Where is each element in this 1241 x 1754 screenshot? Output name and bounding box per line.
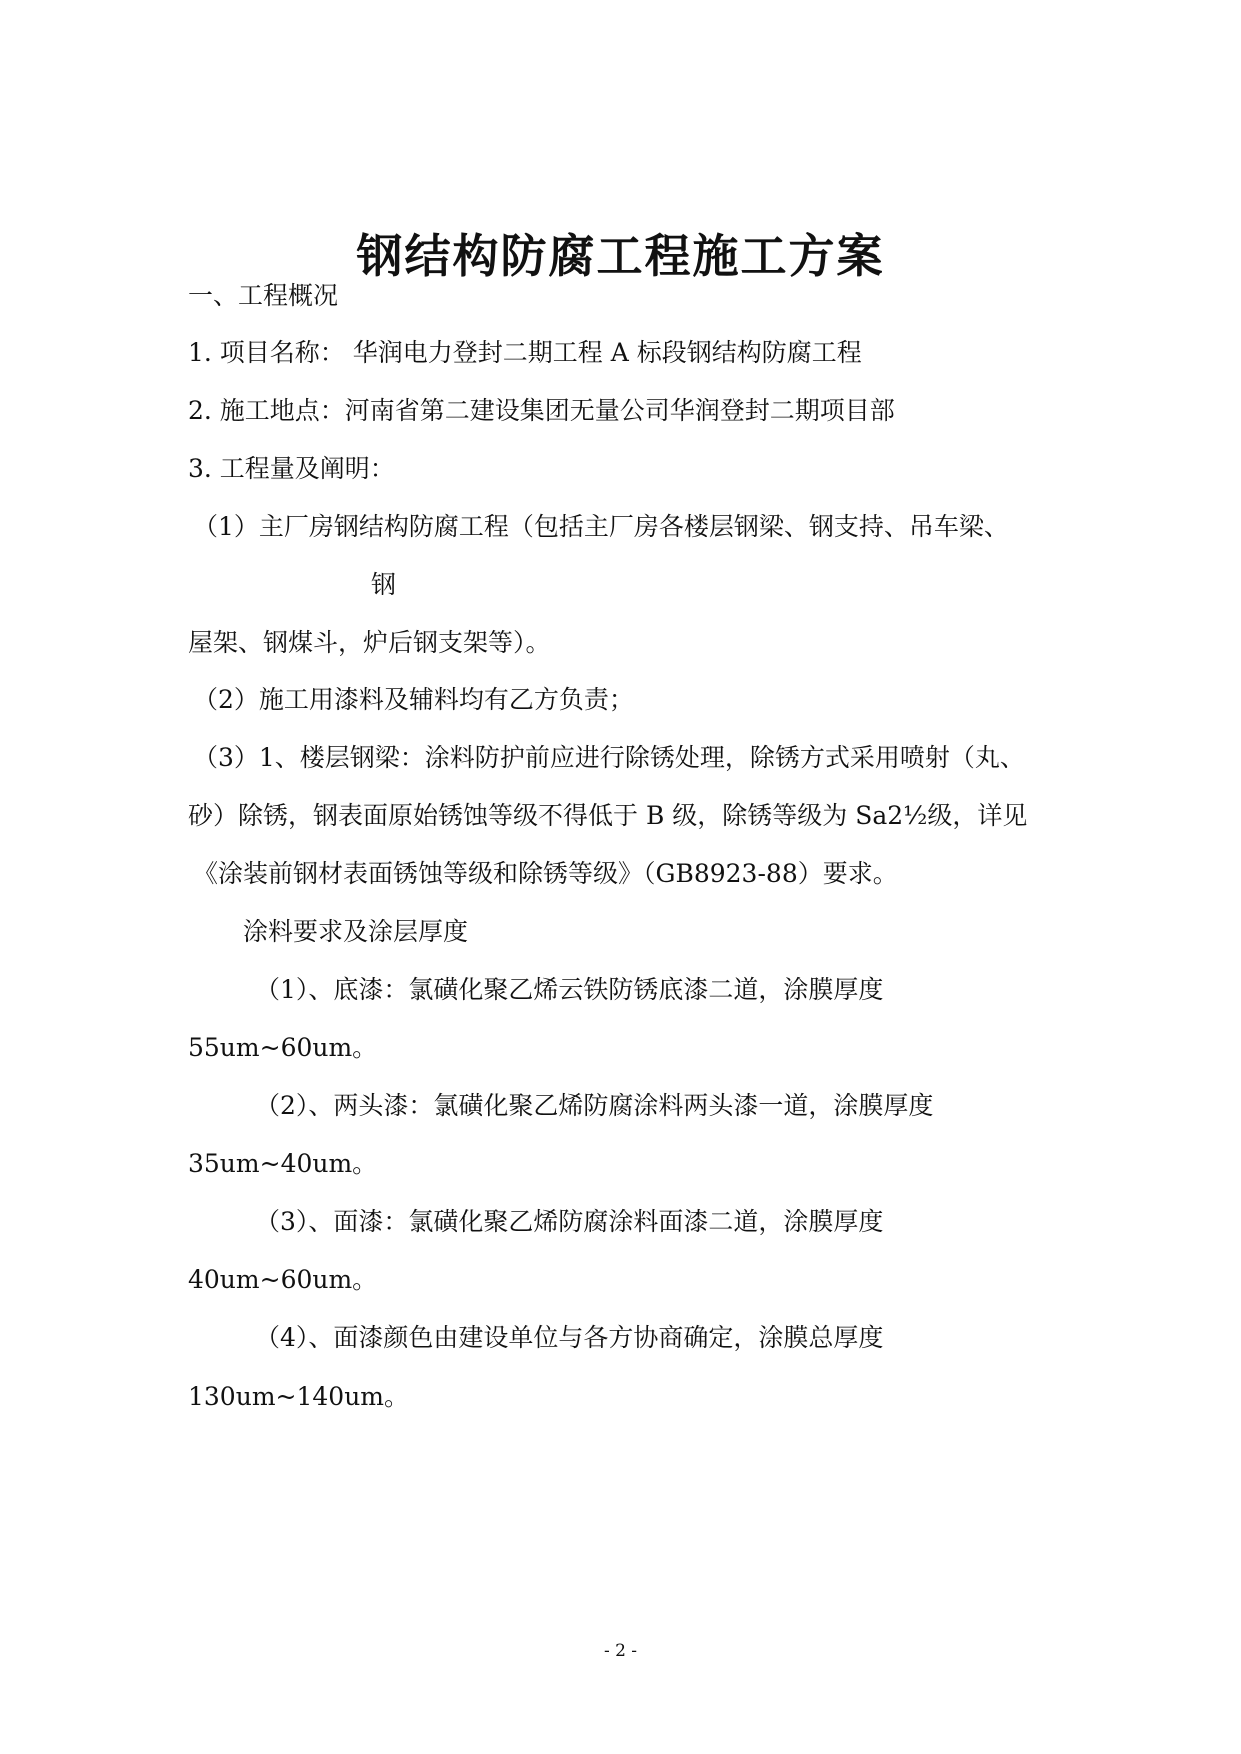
item3-line3: 《涂装前钢材表面锈蚀等级和除锈等级》（GB8923-88）要求。	[193, 859, 898, 888]
coat4-line1: （4）、面漆颜色由建设单位与各方协商确定，涂膜总厚度	[255, 1323, 884, 1352]
coat3-line2: 40um~60um。	[188, 1265, 378, 1294]
coat1-line2: 55um~60um。	[188, 1033, 378, 1062]
coat4-line2: 130um~140um。	[188, 1382, 409, 1411]
item3-line1: （3）1、楼层钢梁：涂料防护前应进行除锈处理，除锈方式采用喷射（丸、	[193, 743, 1025, 772]
item2-line: （2）施工用漆料及辅料均有乙方负责；	[193, 685, 634, 714]
item1-line1: （1）主厂房钢结构防腐工程（包括主厂房各楼层钢梁、钢支持、吊车梁、	[193, 512, 1009, 541]
coat2-line1: （2）、两头漆：氯磺化聚乙烯防腐涂料两头漆一道，涂膜厚度	[255, 1091, 934, 1120]
item1-line3: 屋架、钢煤斗，炉后钢支架等）。	[188, 628, 551, 657]
coat1-line1: （1）、底漆：氯磺化聚乙烯云铁防锈底漆二道，涂膜厚度	[255, 975, 884, 1004]
item3-line2: 砂）除锈，钢表面原始锈蚀等级不得低于 B 级，除锈等级为 Sa2½级，详见	[188, 801, 1028, 830]
document-title: 钢结构防腐工程施工方案	[356, 229, 885, 283]
coat2-line2: 35um~40um。	[188, 1149, 378, 1178]
item1-line2: 钢	[371, 570, 397, 599]
coat3-line1: （3）、面漆：氯磺化聚乙烯防腐涂料面漆二道，涂膜厚度	[255, 1207, 884, 1236]
section-heading-overview: 一、工程概况	[188, 281, 339, 310]
site-line: 2. 施工地点：河南省第二建设集团无量公司华润登封二期项目部	[188, 396, 895, 425]
page-number: - 2 -	[603, 1641, 638, 1661]
coating-heading: 涂料要求及涂层厚度	[243, 917, 469, 946]
quantity-heading: 3. 工程量及阐明：	[188, 454, 395, 483]
project-name-line: 1. 项目名称： 华润电力登封二期工程 A 标段钢结构防腐工程	[188, 338, 862, 367]
